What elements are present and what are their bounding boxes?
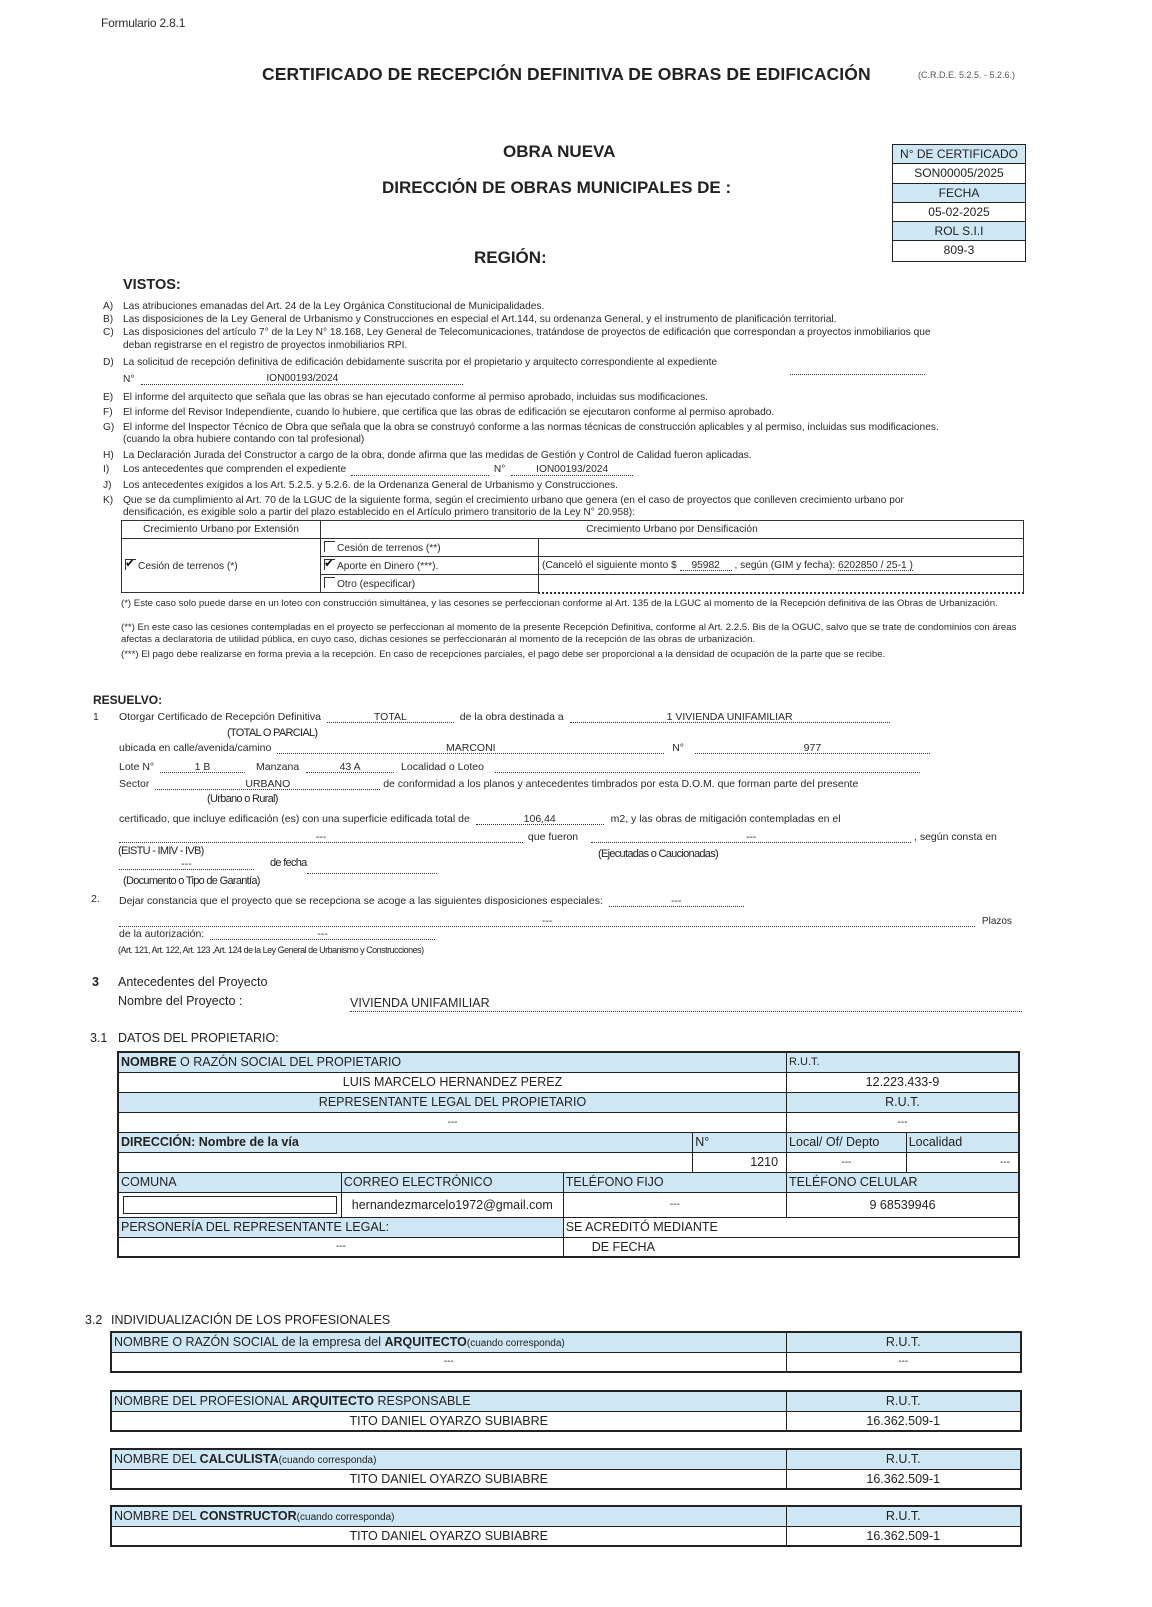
visto-item-g-cont: (cuando la obra hubiere contando con tal profesional) [123, 434, 365, 445]
calculista-table [110, 1448, 1022, 1490]
document-title: CERTIFICADO DE RECEPCIÓN DEFINITIVA DE OBRAS DE EDIFICACIÓN [262, 64, 871, 84]
destino-value: 1 VIVIENDA UNIFAMILIAR [570, 711, 890, 723]
visto-item-h: H) La Declaración Jurada del Constructor a cargo de la obra, donde afirma que las medidas de Gestión y Control de Calidad fueron aplicadas. [103, 450, 752, 461]
propietario-rut-header: R.U.T. [787, 1052, 1019, 1072]
comuna-value-cell [118, 1192, 341, 1217]
dens-option-cesion[interactable]: Cesión de terrenos (**) [321, 539, 539, 557]
empresa-arquitecto-nombre: --- [111, 1352, 786, 1372]
articulos-hint: (Art. 121, Art. 122, Art. 123 ,Art. 124 de la Ley General de Urbanismo y Construcciones) [118, 945, 424, 955]
arquitecto-responsable-nombre: TITO DANIEL OYARZO SUBIABRE [111, 1411, 786, 1431]
dens-header: Crecimiento Urbano por Densificación [321, 521, 1024, 539]
constructor-header: NOMBRE DEL CONSTRUCTOR(cuando corresponda) [111, 1506, 786, 1526]
visto-item-b: B) Las disposiciones de la Ley General de Urbanismo y Construcciones en especial el Art.144, su ordenanza General, y el instrumento de planificación territorial. [103, 314, 837, 325]
dens-otro-detail [539, 575, 1024, 593]
representante-rut-value: --- [787, 1112, 1019, 1132]
calculista-rut: 16.362.509-1 [786, 1469, 1021, 1489]
empresa-arquitecto-rut-header: R.U.T. [786, 1332, 1021, 1352]
cert-date-label: FECHA [893, 184, 1025, 203]
visto-item-g: G) El informe del Inspector Técnico de Obra que señala que la obra se construyó conforme a las normas técnicas de construcción aplicables y al permiso, incluidas sus modificaciones. [103, 422, 939, 433]
correo-value: hernandezmarcelo1972@gmail.com [341, 1192, 563, 1217]
telefono-celular-header: TELÉFONO CELULAR [787, 1172, 1019, 1192]
acredito-label: SE ACREDITÓ MEDIANTE [563, 1217, 1019, 1237]
resuelvo-lote-line: Lote N° 1 B Manzana 43 A Localidad o Loteo [119, 761, 920, 773]
resuelvo-sector-line: Sector URBANO de conformidad a los planos y antecedentes timbrados por esta D.O.M. que forman parte del presente [119, 778, 859, 790]
nombre-proyecto-label: Nombre del Proyecto : [118, 994, 243, 1008]
visto-item-a: A) Las atribuciones emanadas del Art. 24 de la Ley Orgánica Constitucional de Municipalidades. [103, 301, 545, 312]
ext-option-cell[interactable] [122, 539, 321, 593]
dens-cesion-checkbox[interactable] [324, 541, 335, 552]
cert-number-value: SON00005/2025 [893, 164, 1025, 183]
note-2: (**) En este caso las cesiones contempladas en el proyecto se perfeccionan al momento de la presente Recepción Definitiva, conforme al Art. 2.2.5. Bis de la OGUC, salvo que se trate de condominios con áreas afectas a declaratoria de utilidad pública, en cuyo caso, dichas cesiones se perfeccionarán al momento de la recepción de las obras de urbanización. [121, 622, 1017, 645]
numero-value: 977 [695, 742, 930, 754]
calle-value: MARCONI [277, 742, 664, 754]
visto-d-expediente-value: ION00193/2024 [141, 373, 463, 385]
visto-item-j: J) Los antecedentes exigidos a los Art. 5.2.5. y 5.2.6. de la Ordenanza General de Urbanismo y Construcciones. [103, 480, 618, 491]
resuelvo-mitigacion-line: --- que fueron --- , según consta en [119, 831, 997, 843]
documento-value: --- [119, 858, 254, 870]
cert-date-value: 05-02-2025 [893, 203, 1025, 222]
resuelvo-superficie-line: certificado, que incluye edificación (es) con una superficie edificada total de 106,44 m2, y las obras de mitigación contempladas en el [119, 813, 841, 825]
note-3: (***) El pago debe realizarse en forma previa a la recepción. En caso de recepciones parciales, el pago debe ser proporcional a la densidad de ocupación de la parte que se recibe. [121, 649, 886, 660]
obra-type-heading: OBRA NUEVA [503, 142, 616, 161]
manzana-value: 43 A [306, 761, 394, 773]
local-header: Local/ Of/ Depto [787, 1132, 907, 1152]
section-3-2-number: 3.2 [85, 1313, 103, 1327]
direccion-via-value [118, 1152, 693, 1172]
propietario-nombre-header: NOMBRE O RAZÓN SOCIAL DEL PROPIETARIO [118, 1052, 787, 1072]
estudio-hint: (EISTU - IMIV - IVB) [118, 845, 204, 857]
form-code: Formulario 2.8.1 [101, 16, 186, 30]
visto-item-d: D) La solicitud de recepción definitiva de edificación debidamente suscrita por el propietario y arquitecto correspondiente al expediente [103, 357, 718, 368]
personeria-value: --- [118, 1237, 563, 1257]
section-3-2-title: INDIVIDUALIZACIÓN DE LOS PROFESIONALES [111, 1313, 391, 1327]
autorizacion-value: --- [210, 928, 435, 940]
correo-header: CORREO ELECTRÓNICO [341, 1172, 563, 1192]
rol-sii-value: 809-3 [943, 243, 975, 258]
visto-i-expediente-value: ION00193/2024 [511, 464, 633, 476]
localidad-value-cell: --- [906, 1152, 1019, 1172]
section-3-1-title: DATOS DEL PROPIETARIO: [118, 1031, 279, 1045]
representante-header: REPRESENTANTE LEGAL DEL PROPIETARIO [118, 1092, 787, 1112]
monto-value: 95982 [680, 560, 732, 571]
superficie-value: 106,44 [476, 813, 604, 825]
comuna-header: COMUNA [118, 1172, 341, 1192]
dens-option-aporte[interactable]: ✔Aporte en Dinero (***). [321, 557, 539, 575]
tipo-recepcion-value: TOTAL [327, 711, 454, 723]
visto-i-expediente-blank [351, 464, 489, 476]
dens-aporte-checkbox[interactable] [324, 559, 335, 570]
resuelvo-ubicacion-line: ubicada en calle/avenida/camino MARCONI N° 977 [119, 742, 930, 754]
note-1: (*) Este caso solo puede darse en un loteo con construcción simultánea, y las cesones se perfeccionan conforme al Art. 135 de la LGUC al momento de la Recepción definitiva de las Obras de Urbanización. [121, 598, 998, 609]
visto-item-k-cont: densificación, es exigible solo a partir del plazo establecido en el Artículo primero transitorio de la Ley N° 20.958): [123, 507, 636, 518]
representante-rut-header: R.U.T. [787, 1092, 1019, 1112]
nombre-proyecto-value: VIVIENDA UNIFAMILIAR [350, 996, 1022, 1012]
gim-value: 6202850 / 25-1 ) [838, 560, 913, 571]
personeria-header: PERSONERÍA DEL REPRESENTANTE LEGAL: [118, 1217, 563, 1237]
ejecutadas-hint: (Ejecutadas o Caucionadas) [598, 848, 718, 860]
constructor-nombre: TITO DANIEL OYARZO SUBIABRE [111, 1526, 786, 1546]
resuelvo-heading: RESUELVO: [93, 693, 163, 707]
region-heading: REGIÓN: [474, 248, 547, 267]
visto-d-expediente: N° ION00193/2024 [123, 373, 463, 385]
telefono-fijo-header: TELÉFONO FIJO [563, 1172, 786, 1192]
documento-hint: (Documento o Tipo de Garantía) [123, 875, 260, 887]
constructor-rut-header: R.U.T. [786, 1506, 1021, 1526]
propietario-table [117, 1051, 1020, 1258]
empresa-arquitecto-header: NOMBRE O RAZÓN SOCIAL de la empresa del ARQUITECTO(cuando corresponda) [111, 1332, 786, 1352]
resuelvo-item-1-number: 1 [93, 711, 99, 723]
crecimiento-urbano-table [121, 520, 1024, 594]
calculista-nombre: TITO DANIEL OYARZO SUBIABRE [111, 1469, 786, 1489]
dens-cesion-detail [539, 539, 1024, 557]
crde-reference: (C.R.D.E. 5.2.5. - 5.2.6.) [918, 70, 1016, 80]
constructor-table [110, 1505, 1022, 1547]
resuelvo-autorizacion-line: de la autorización: --- [119, 928, 435, 940]
propietario-rut-value: 12.223.433-9 [787, 1072, 1019, 1092]
visto-item-k: K) Que se da cumplimiento al Art. 70 de la LGUC de la siguiente forma, según el crecimiento urbano que genera (en el caso de proyectos que conlleven crecimiento urbano por [103, 495, 904, 506]
tipo-recepcion-hint: (TOTAL O PARCIAL) [227, 727, 318, 739]
cert-number-label: N° DE CERTIFICADO [893, 145, 1025, 164]
direccion-numero-value: 1210 [693, 1152, 787, 1172]
dens-aporte-detail: (Canceló el siguiente monto $ 95982 , según (GIM y fecha): 6202850 / 25-1 ) [539, 557, 1024, 575]
visto-d-blank [790, 363, 925, 375]
visto-item-c-cont: deban registrarse en el registro de proyectos inmobiliarios RPI. [123, 340, 408, 351]
de-fecha-label: de fecha [270, 857, 307, 869]
ejecutadas-value: --- [591, 831, 911, 843]
resuelvo-otorgar-line: Otorgar Certificado de Recepción Definitiva TOTAL de la obra destinada a 1 VIVIENDA UNIFAMILIAR [119, 711, 890, 723]
visto-item-f: F) El informe del Revisor Independiente, cuando lo hubiere, que certifica que las obras de edificación se ejecutaron conforme al permiso aprobado. [103, 407, 775, 418]
calculista-rut-header: R.U.T. [786, 1449, 1021, 1469]
direccion-numero-header: N° [693, 1132, 787, 1152]
section-3-title: Antecedentes del Proyecto [118, 975, 268, 989]
resuelvo-item-2-number: 2. [91, 893, 100, 905]
disposiciones-value: --- [609, 895, 744, 907]
visto-item-e: E) El informe del arquitecto que señala que las obras se han ejecutado conforme al permiso aprobado, incluidas sus modificaciones. [103, 392, 708, 403]
sector-value: URBANO [155, 778, 380, 790]
empresa-arquitecto-table [110, 1331, 1022, 1373]
ext-cesion-checkbox[interactable] [125, 559, 136, 570]
arquitecto-responsable-header: NOMBRE DEL PROFESIONAL ARQUITECTO RESPONSABLE [111, 1391, 786, 1411]
local-value: --- [787, 1152, 907, 1172]
rol-sii-label: ROL S.I.I [893, 222, 1025, 241]
visto-item-c: C) Las disposiciones del artículo 7° de la Ley N° 18.168, Ley General de Telecomunicaciones, tratándose de proyectos de edificación que correspondan a proyectos inmobiliarios que [103, 327, 931, 338]
comuna-value [123, 1196, 337, 1214]
localidad-value [495, 761, 920, 773]
localidad-header: Localidad [906, 1132, 1019, 1152]
section-3-number: 3 [92, 975, 99, 989]
arquitecto-responsable-rut: 16.362.509-1 [786, 1411, 1021, 1431]
representante-nombre-value: --- [118, 1112, 787, 1132]
empresa-arquitecto-rut: --- [786, 1352, 1021, 1372]
estudio-value: --- [119, 831, 523, 843]
de-fecha-personeria-label: DE FECHA [563, 1237, 1019, 1257]
ext-cesion-label: Cesión de terrenos (*) [138, 561, 238, 572]
resuelvo-disposiciones-line: Dejar constancia que el proyecto que se recepciona se acoge a las siguientes disposiciones especiales: --- [119, 895, 744, 907]
vistos-heading: VISTOS: [123, 277, 181, 293]
dens-option-otro[interactable]: Otro (especificar) [321, 575, 539, 593]
constructor-rut: 16.362.509-1 [786, 1526, 1021, 1546]
ext-header: Crecimiento Urbano por Extensión [122, 521, 321, 539]
disposiciones-value-2: --- [119, 915, 975, 927]
dens-otro-checkbox[interactable] [324, 577, 335, 588]
propietario-nombre-value: LUIS MARCELO HERNANDEZ PEREZ [118, 1072, 787, 1092]
direccion-header: DIRECCIÓN: Nombre de la vía [118, 1132, 693, 1152]
lote-value: 1 B [160, 761, 245, 773]
arquitecto-responsable-rut-header: R.U.T. [786, 1391, 1021, 1411]
resuelvo-documento-line [119, 858, 254, 870]
sector-hint: (Urbano o Rural) [207, 793, 278, 805]
visto-item-i: I) Los antecedentes que comprenden el expediente N° ION00193/2024 [103, 464, 633, 476]
fecha-documento-value [307, 862, 437, 874]
calculista-header: NOMBRE DEL CALCULISTA(cuando corresponda) [111, 1449, 786, 1469]
arquitecto-responsable-table [110, 1390, 1022, 1432]
section-3-1-number: 3.1 [90, 1031, 108, 1045]
telefono-fijo-value: --- [563, 1192, 786, 1217]
telefono-celular-value: 9 68539946 [787, 1192, 1019, 1217]
dom-heading: DIRECCIÓN DE OBRAS MUNICIPALES DE : [382, 178, 732, 197]
resuelvo-plazos-line: --- Plazos [119, 915, 1012, 927]
certificate-info-box [892, 144, 1026, 262]
